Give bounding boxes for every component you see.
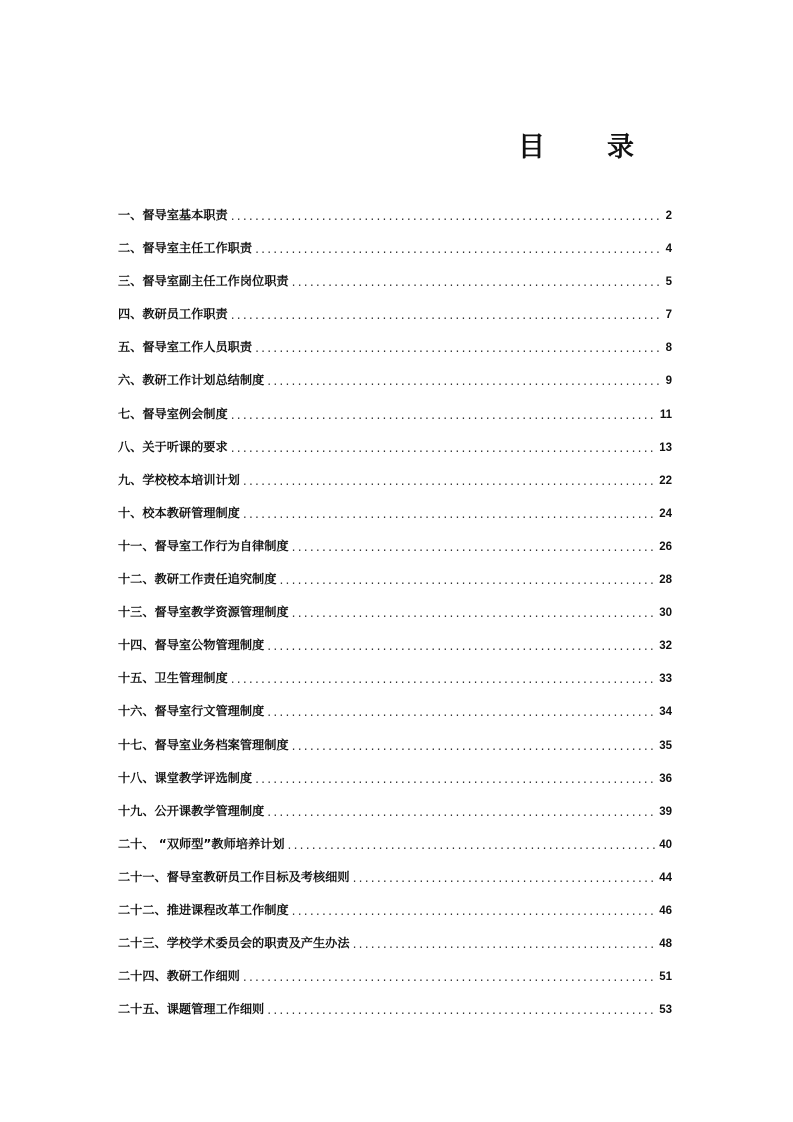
toc-dot-leader — [292, 541, 657, 553]
toc-dot-leader — [231, 673, 657, 685]
toc-entry-page-number: 44 — [659, 871, 672, 884]
toc-entry-label: 四、教研员工作职责 — [118, 307, 228, 322]
toc-entry[interactable] — [118, 993, 672, 1026]
toc-entry[interactable] — [118, 762, 672, 795]
toc-entry-label: 二、督导室主任工作职责 — [118, 241, 253, 256]
toc-dot-leader — [267, 706, 656, 718]
toc-dot-leader — [255, 773, 656, 785]
toc-entry[interactable] — [118, 662, 672, 695]
toc-entry-label: 二十一、督导室教研员工作目标及考核细则 — [118, 869, 350, 884]
toc-dot-leader — [267, 1004, 656, 1016]
toc-entry-label: 一、督导室基本职责 — [118, 208, 228, 222]
toc-entry-page-number: 40 — [659, 838, 672, 851]
toc-dot-leader — [353, 938, 657, 950]
toc-dot-leader — [231, 442, 657, 454]
toc-entry[interactable] — [118, 232, 672, 265]
toc-entry[interactable] — [118, 795, 672, 828]
toc-entry[interactable] — [118, 497, 672, 530]
toc-entry[interactable] — [118, 364, 672, 397]
toc-dot-leader — [231, 409, 657, 421]
toc-entry-label: 二十四、教研工作细则 — [118, 969, 240, 984]
toc-entry[interactable] — [118, 199, 672, 232]
toc-entry-label: 十二、教研工作责任追究制度 — [118, 572, 277, 587]
toc-entry[interactable] — [118, 960, 672, 993]
toc-entry-page-number: 22 — [659, 474, 672, 487]
toc-dot-leader — [243, 475, 656, 487]
toc-entry-label: 十四、督导室公物管理制度 — [118, 638, 265, 653]
toc-title-char-2: 录 — [607, 132, 634, 163]
toc-entry-page-number: 51 — [659, 971, 672, 984]
toc-entry-page-number: 8 — [665, 342, 672, 355]
toc-dot-leader — [255, 342, 659, 354]
toc-entry[interactable] — [118, 431, 672, 464]
toc-entry[interactable] — [118, 596, 672, 629]
toc-dot-leader — [231, 210, 659, 222]
toc-entry-page-number: 46 — [659, 904, 672, 917]
toc-entry-page-number: 4 — [665, 243, 672, 256]
toc-dot-leader — [267, 806, 656, 818]
toc-entry-page-number: 34 — [659, 706, 672, 719]
toc-entry-page-number: 30 — [659, 607, 672, 620]
toc-dot-leader — [267, 375, 659, 387]
toc-entry[interactable] — [118, 563, 672, 596]
toc-dot-leader — [267, 640, 656, 652]
toc-dot-leader — [231, 309, 659, 321]
toc-entry-page-number: 26 — [659, 540, 672, 553]
toc-entry[interactable] — [118, 861, 672, 894]
toc-entry[interactable] — [118, 828, 672, 861]
toc-dot-leader — [292, 607, 657, 619]
toc-entry-label: 十五、卫生管理制度 — [118, 671, 228, 686]
toc-title-char-1: 目 — [518, 132, 545, 163]
toc-entry-page-number: 24 — [659, 507, 672, 520]
toc-entry-label: 三、督导室副主任工作岗位职责 — [118, 274, 289, 289]
toc-entry-label: 五、督导室工作人员职责 — [118, 340, 253, 355]
toc-entry-page-number: 7 — [665, 309, 672, 322]
toc-dot-leader — [243, 971, 656, 983]
toc-entry[interactable] — [118, 729, 672, 762]
toc-entry-label: 十一、督导室工作行为自律制度 — [118, 538, 289, 553]
toc-entry[interactable] — [118, 530, 672, 563]
toc-dot-leader — [353, 872, 657, 884]
toc-entry-page-number: 33 — [659, 673, 672, 686]
toc-entry-label: 十七、督导室业务档案管理制度 — [118, 737, 289, 752]
toc-dot-leader — [243, 508, 656, 520]
toc-title — [518, 128, 634, 168]
toc-dot-leader — [288, 839, 657, 851]
toc-entry-page-number: 9 — [665, 375, 672, 388]
toc-dot-leader — [292, 276, 659, 288]
toc-entry-page-number: 48 — [659, 938, 672, 951]
toc-entry-page-number: 2 — [665, 210, 672, 222]
toc-entry[interactable] — [118, 398, 672, 431]
toc-entry-label: 六、教研工作计划总结制度 — [118, 373, 265, 388]
toc-entry-page-number: 39 — [659, 805, 672, 818]
toc-entry-page-number: 13 — [659, 441, 672, 454]
toc-entry-label: 二十三、学校学术委员会的职责及产生办法 — [118, 936, 350, 951]
toc-entry-label: 二十二、推进课程改革工作制度 — [118, 902, 289, 917]
toc-entry-page-number: 5 — [665, 276, 672, 289]
toc-entry-label: 二十、 “双师型”教师培养计划 — [118, 836, 285, 851]
toc-entry[interactable] — [118, 298, 672, 331]
toc-entry[interactable] — [118, 265, 672, 298]
toc-dot-leader — [255, 243, 659, 255]
toc-entry-label: 八、关于听课的要求 — [118, 439, 228, 454]
toc-dot-leader — [279, 574, 656, 586]
toc-entry[interactable] — [118, 894, 672, 927]
toc-entry[interactable] — [118, 927, 672, 960]
toc-entry-page-number: 32 — [659, 640, 672, 653]
toc-entry[interactable] — [118, 331, 672, 364]
toc-entry-label: 十六、督导室行文管理制度 — [118, 704, 265, 719]
toc-entry-label: 十八、课堂教学评选制度 — [118, 770, 253, 785]
toc-entry-label: 七、督导室例会制度 — [118, 406, 228, 421]
toc-entry-page-number: 36 — [659, 772, 672, 785]
toc-entry-page-number: 35 — [659, 739, 672, 752]
toc-dot-leader — [292, 740, 657, 752]
toc-entry-label: 十九、公开课教学管理制度 — [118, 803, 265, 818]
toc-entry-label: 九、学校校本培训计划 — [118, 472, 240, 487]
toc-entry-label: 十三、督导室教学资源管理制度 — [118, 605, 289, 620]
toc-list — [118, 199, 672, 1026]
toc-entry-page-number: 53 — [659, 1004, 672, 1017]
toc-entry[interactable] — [118, 629, 672, 662]
toc-entry-page-number: 28 — [659, 574, 672, 587]
toc-entry[interactable] — [118, 695, 672, 728]
toc-entry-label: 二十五、课题管理工作细则 — [118, 1002, 265, 1017]
toc-entry[interactable] — [118, 464, 672, 497]
toc-entry-page-number: 11 — [659, 408, 672, 421]
toc-dot-leader — [292, 905, 657, 917]
toc-entry-label: 十、校本教研管理制度 — [118, 505, 240, 520]
